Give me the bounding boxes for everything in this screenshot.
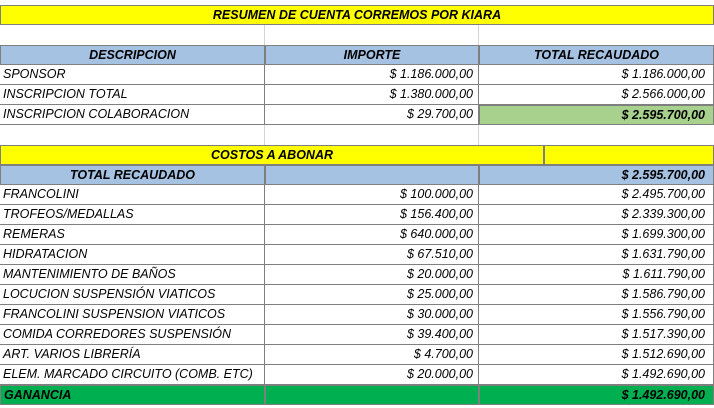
total-cell[interactable]: $ 1.631.790,00 (479, 245, 714, 265)
total-cell[interactable]: $ 2.339.300,00 (479, 205, 714, 225)
desc-cell[interactable]: ELEM. MARCADO CIRCUITO (COMB. ETC) (0, 365, 265, 385)
costs-title-fill[interactable] (544, 145, 714, 165)
table-row (0, 185, 714, 205)
desc-cell[interactable]: HIDRATACION (0, 245, 265, 265)
header-total[interactable]: TOTAL RECAUDADO (479, 45, 714, 65)
blank-cell[interactable] (0, 25, 265, 45)
desc-cell[interactable]: FRANCOLINI (0, 185, 265, 205)
blank-row (0, 125, 714, 145)
total-cell[interactable]: $ 2.566.000,00 (479, 85, 714, 105)
desc-cell[interactable]: TROFEOS/MEDALLAS (0, 205, 265, 225)
table-row (0, 285, 714, 305)
header-row (0, 45, 714, 65)
costs-title-row (0, 145, 714, 165)
ganancia-empty[interactable] (265, 385, 479, 405)
table-row (0, 325, 714, 345)
table-row (0, 205, 714, 225)
desc-cell[interactable]: SPONSOR (0, 65, 265, 85)
total-cell[interactable]: $ 1.512.690,00 (479, 345, 714, 365)
blank-cell[interactable] (265, 125, 479, 145)
table-row (0, 365, 714, 385)
importe-cell[interactable]: $ 156.400,00 (265, 205, 479, 225)
blank-cell[interactable] (479, 25, 714, 45)
desc-cell[interactable]: INSCRIPCION COLABORACION (0, 105, 265, 125)
desc-cell[interactable]: REMERAS (0, 225, 265, 245)
table-row (0, 105, 714, 125)
importe-cell[interactable]: $ 30.000,00 (265, 305, 479, 325)
importe-cell[interactable]: $ 4.700,00 (265, 345, 479, 365)
importe-cell[interactable]: $ 20.000,00 (265, 365, 479, 385)
importe-cell[interactable]: $ 67.510,00 (265, 245, 479, 265)
table-row (0, 245, 714, 265)
desc-cell[interactable]: MANTENIMIENTO DE BAÑOS (0, 265, 265, 285)
desc-cell[interactable]: INSCRIPCION TOTAL (0, 85, 265, 105)
title-row (0, 5, 714, 25)
total-cell[interactable]: $ 1.699.300,00 (479, 225, 714, 245)
costs-total-label[interactable]: TOTAL RECAUDADO (0, 165, 265, 185)
importe-cell[interactable]: $ 20.000,00 (265, 265, 479, 285)
total-cell[interactable]: $ 1.517.390,00 (479, 325, 714, 345)
total-cell[interactable]: $ 2.495.700,00 (479, 185, 714, 205)
blank-row (0, 25, 714, 45)
table-row (0, 345, 714, 365)
desc-cell[interactable]: COMIDA CORREDORES SUSPENSIÓN (0, 325, 265, 345)
importe-cell[interactable]: $ 100.000,00 (265, 185, 479, 205)
importe-cell[interactable]: $ 25.000,00 (265, 285, 479, 305)
desc-cell[interactable]: ART. VARIOS LIBRERÍA (0, 345, 265, 365)
importe-cell[interactable]: $ 1.186.000,00 (265, 65, 479, 85)
costs-total-empty[interactable] (265, 165, 479, 185)
total-cell-highlight[interactable]: $ 2.595.700,00 (479, 105, 714, 125)
sheet-title[interactable]: RESUMEN DE CUENTA CORREMOS POR KIARA (0, 5, 714, 25)
importe-cell[interactable]: $ 39.400,00 (265, 325, 479, 345)
blank-cell[interactable] (479, 125, 714, 145)
total-cell[interactable]: $ 1.556.790,00 (479, 305, 714, 325)
importe-cell[interactable]: $ 29.700,00 (265, 105, 479, 125)
header-importe[interactable]: IMPORTE (265, 45, 479, 65)
table-row (0, 65, 714, 85)
costs-title[interactable]: COSTOS A ABONAR (0, 145, 544, 165)
ganancia-value[interactable]: $ 1.492.690,00 (479, 385, 714, 405)
ganancia-label[interactable]: GANANCIA (0, 385, 265, 405)
desc-cell[interactable]: FRANCOLINI SUSPENSION VIATICOS (0, 305, 265, 325)
costs-total-value[interactable]: $ 2.595.700,00 (479, 165, 714, 185)
total-cell[interactable]: $ 1.586.790,00 (479, 285, 714, 305)
table-row (0, 85, 714, 105)
desc-cell[interactable]: LOCUCION SUSPENSIÓN VIATICOS (0, 285, 265, 305)
blank-cell[interactable] (265, 25, 479, 45)
blank-cell[interactable] (0, 125, 265, 145)
header-descripcion[interactable]: DESCRIPCION (0, 45, 265, 65)
table-row (0, 305, 714, 325)
total-cell[interactable]: $ 1.492.690,00 (479, 365, 714, 385)
table-row (0, 265, 714, 285)
table-row (0, 225, 714, 245)
costs-total-row (0, 165, 714, 185)
ganancia-row (0, 385, 714, 405)
importe-cell[interactable]: $ 640.000,00 (265, 225, 479, 245)
total-cell[interactable]: $ 1.186.000,00 (479, 65, 714, 85)
importe-cell[interactable]: $ 1.380.000,00 (265, 85, 479, 105)
total-cell[interactable]: $ 1.611.790,00 (479, 265, 714, 285)
